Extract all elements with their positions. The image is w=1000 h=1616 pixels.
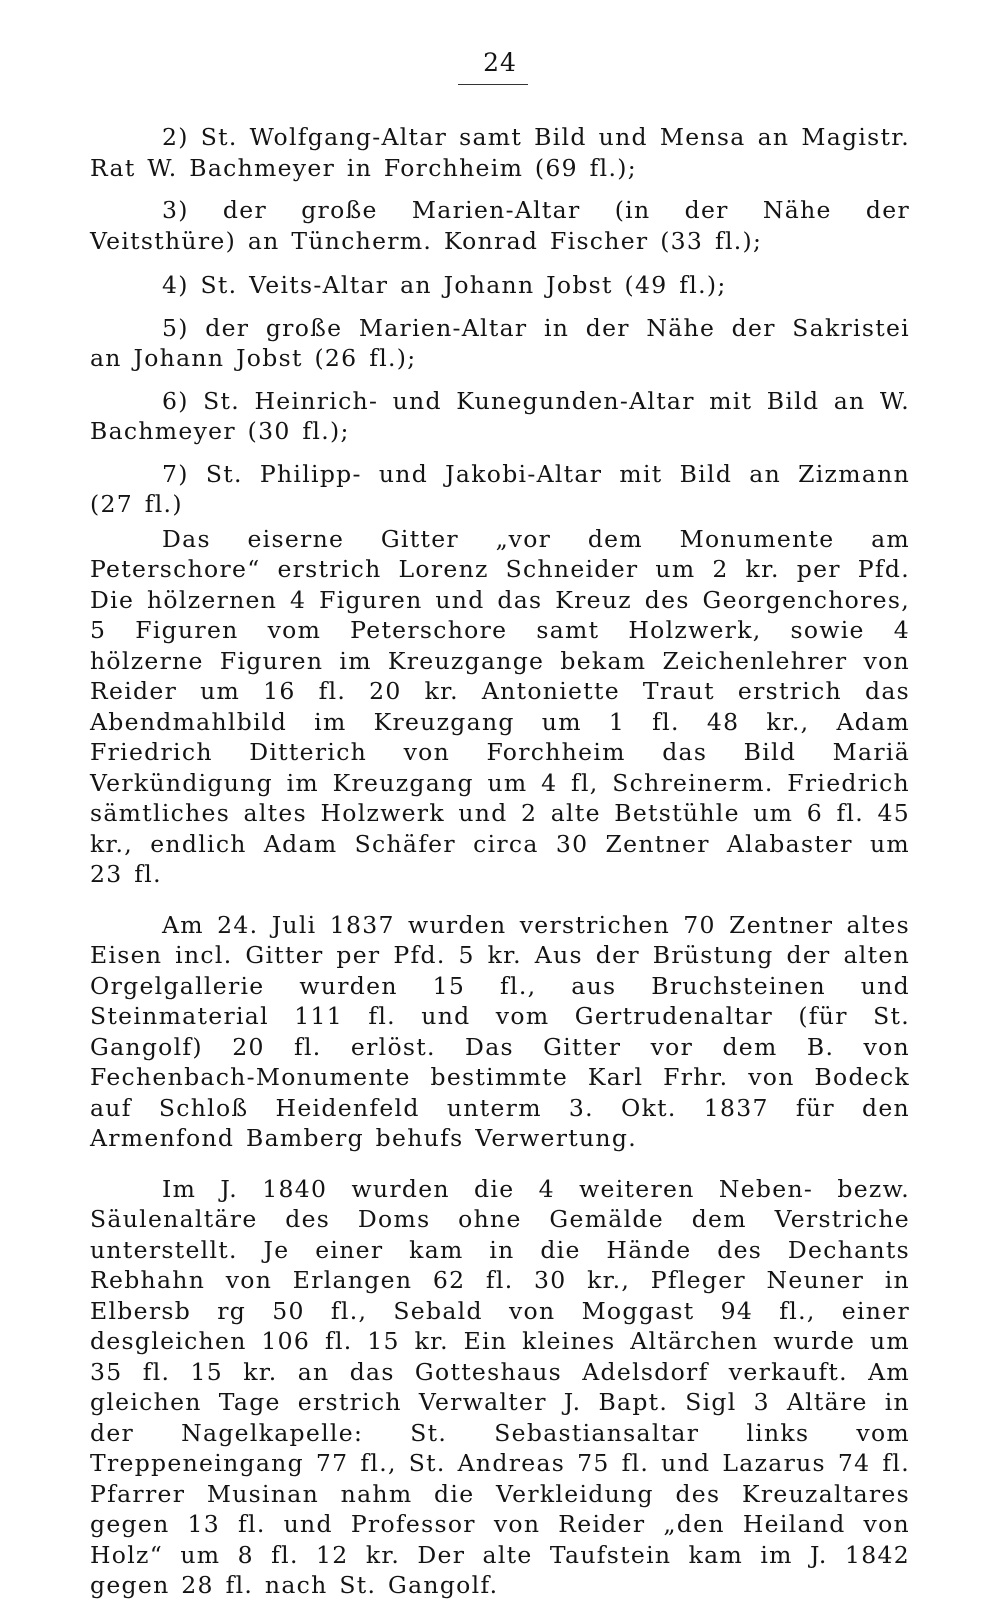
list-item-5: 5) der große Marien-Altar in der Nähe der Sakristei an Johann Jobst (26 fl.); [90, 313, 910, 372]
list-item-2: 2) St. Wolfgang-Altar samt Bild und Mensa an Magistr. Rat W. Bachmeyer in Forchheim (69 fl.); [90, 123, 910, 182]
list-item-7: 7) St. Philipp- und Jakobi-Altar mit Bild an Zizmann (27 fl.) [90, 459, 910, 518]
body-text [90, 122, 910, 1601]
page-number: 24 [483, 48, 517, 77]
list-item-6: 6) St. Heinrich- und Kunegunden-Altar mit Bild an W. Bachmeyer (30 fl.); [90, 386, 910, 445]
list-item-3: 3) der große Marien-Altar (in der Nähe der Veitsthüre) an Tüncherm. Konrad Fischer (33 fl.); [90, 196, 910, 255]
paragraph-1840: Im J. 1840 wurden die 4 weiteren Neben- bezw. Säulenaltäre des Doms ohne Gemälde dem Verstriche unterstellt. Je einer kam in die Hände des Dechants Rebhahn von Erlangen 62 fl. 30 kr., Pfleger Neuner in Elbersb rg 50 fl., Sebald von Moggast 94 fl., einer desgleichen 106 fl. 15 kr. Ein kleines Altärchen wurde um 35 fl. 15 kr. an das Gotteshaus Adelsdorf verkauft. Am gleichen Tage erstrich Verwalter J. Bapt. Sigl 3 Altäre in der Nagelkapelle: St. Sebastiansaltar links vom Treppeneingang 77 fl., St. Andreas 75 fl. und Lazarus 74 fl. Pfarrer Musinan nahm die Verkleidung des Kreuzaltares gegen 13 fl. und Professor von Reider „den Heiland von Holz“ um 8 fl. 12 kr. Der alte Taufstein kam im J. 1842 gegen 28 fl. nach St. Gangolf. [90, 1174, 910, 1599]
page-number-rule [458, 84, 528, 85]
list-item-4: 4) St. Veits-Altar an Johann Jobst (49 fl.); [162, 271, 727, 299]
paragraph-gitter: Das eiserne Gitter „vor dem Monumente am Peterschore“ erstrich Lorenz Schneider um 2 kr. per Pfd. Die hölzernen 4 Figuren und das Kreuz des Georgenchores, 5 Figuren vom Peterschore samt Holzwerk, sowie 4 hölzerne Figuren im Kreuzgange bekam Zeichenlehrer von Reider um 16 fl. 20 kr. Antoniette Traut erstrich das Abendmahlbild im Kreuzgang um 1 fl. 48 kr., Adam Friedrich Ditterich von Forchheim das Bild Mariä Verkündigung im Kreuzgang um 4 fl, Schreinerm. Friedrich sämtliches altes Holzwerk und 2 alte Betstühle um 6 fl. 45 kr., endlich Adam Schäfer circa 30 Zentner Alabaster um 23 fl. [90, 524, 910, 888]
paragraph-1837: Am 24. Juli 1837 wurden verstrichen 70 Zentner altes Eisen incl. Gitter per Pfd. 5 kr. Aus der Brüstung der alten Orgelgallerie wurden 15 fl., aus Bruchsteinen und Steinmaterial 111 fl. und vom Gertrudenaltar (für St. Gangolf) 20 fl. erlöst. Das Gitter vor dem B. von Fechenbach-Monumente bestimmte Karl Frhr. von Bodeck auf Schloß Heidenfeld unterm 3. Okt. 1837 für den Armenfond Bamberg behufs Verwertung. [90, 910, 910, 1152]
